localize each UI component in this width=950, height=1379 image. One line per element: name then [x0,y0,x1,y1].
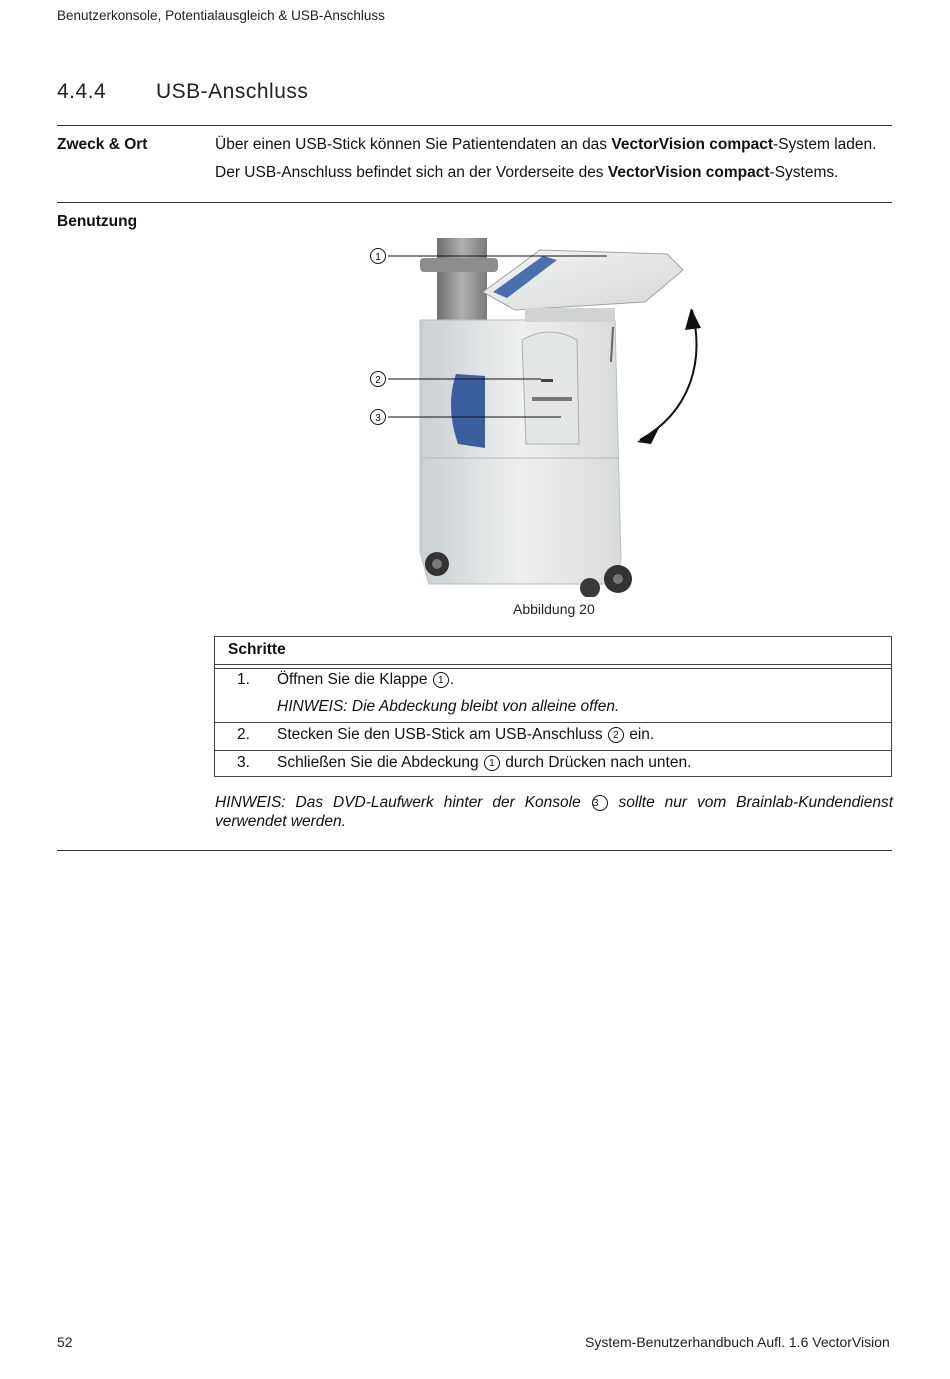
step-text: Öffnen Sie die Klappe 1 . [277,671,455,688]
zweck-label: Zweck & Ort [57,136,148,153]
step-number: 2. [237,726,250,743]
callout-1: 1 [375,252,381,263]
figure-caption: Abbildung 20 [513,601,595,617]
zweck-line-1: Über einen USB-Stick können Sie Patientendaten an das VectorVision compact-System laden. [215,136,877,153]
note-paragraph: HINWEIS: Das DVD-Laufwerk hinter der Konsole 3 sollte nur vom Brainlab-Kundendienst verwendet werden. [215,794,893,830]
benutzung-label: Benutzung [57,213,138,230]
step-number: 3. [237,754,250,771]
page-number: 52 [57,1334,73,1350]
divider [57,202,892,203]
divider [215,664,891,665]
step-number: 1. [237,671,250,688]
steps-table [214,636,892,777]
divider [215,722,891,723]
callout-3: 3 [375,413,381,424]
divider [215,668,891,669]
step-text: Stecken Sie den USB-Stick am USB-Anschluss 2 ein. [277,726,655,743]
divider [215,750,891,751]
callout-2: 2 [375,375,381,386]
zweck-line-2: Der USB-Anschluss befindet sich an der Vorderseite des VectorVision compact-Systems. [215,164,839,181]
steps-heading: Schritte [228,641,286,658]
document-title: System-Benutzerhandbuch Aufl. 1.6 VectorVision [585,1334,890,1350]
step-note: HINWEIS: Die Abdeckung bleibt von alleine offen. [277,698,620,715]
section-title: USB-Anschluss [156,80,309,103]
section-number: 4.4.4 [57,80,107,103]
step-text: Schließen Sie die Abdeckung 1 durch Drücken nach unten. [277,754,692,771]
console-photo [345,232,720,597]
running-header: Benutzerkonsole, Potentialausgleich & USB-Anschluss [57,8,385,23]
divider [57,850,892,851]
divider [57,125,892,126]
